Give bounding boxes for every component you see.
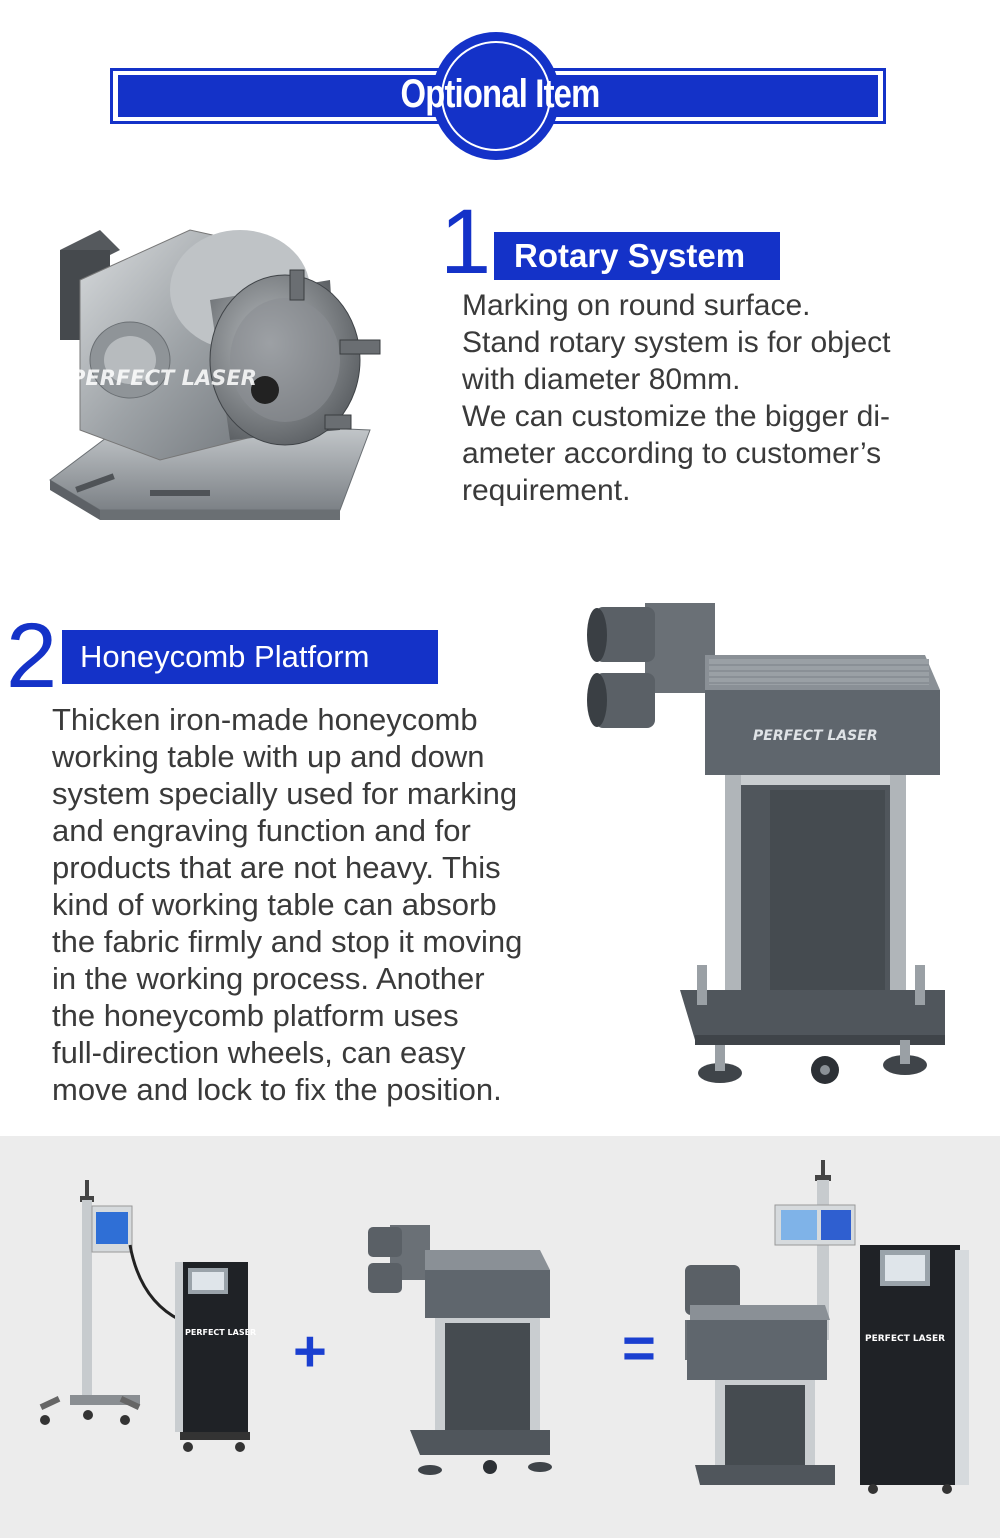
text-line: products that are not heavy. This: [52, 850, 501, 885]
text-line: the honeycomb platform uses: [52, 998, 459, 1033]
section-1-description: [462, 287, 992, 509]
page-title: Optional Item: [400, 72, 600, 116]
text-line: requirement.: [462, 474, 631, 507]
text-line: move and lock to fix the position.: [52, 1072, 502, 1107]
text-line: ameter according to customer’s: [462, 437, 882, 470]
brand-watermark: PERFECT LASER: [70, 366, 257, 390]
brand-watermark: PERFECT LASER: [185, 1328, 257, 1337]
text-line: Stand rotary system is for object: [462, 326, 891, 359]
text-line: the fabric firmly and stop it moving: [52, 924, 523, 959]
plus-sign: +: [293, 1319, 327, 1384]
text-line: Thicken iron-made honeycomb: [52, 702, 478, 737]
section-1-title: Rotary System: [494, 232, 780, 280]
section-2-description: [52, 701, 572, 1108]
section-1-number: 1: [440, 191, 492, 293]
text-line: We can customize the bigger di-: [462, 400, 890, 433]
laser-marker-image: [30, 1170, 280, 1470]
honeycomb-platform-small-image: [360, 1215, 560, 1480]
text-line: in the working process. Another: [52, 961, 485, 996]
brand-watermark: PERFECT LASER: [753, 728, 878, 744]
text-line: and engraving function and for: [52, 813, 471, 848]
section-2-title: Honeycomb Platform: [62, 630, 438, 684]
text-line: with diameter 80mm.: [462, 363, 741, 396]
text-line: system specially used for marking: [52, 776, 518, 811]
text-line: kind of working table can absorb: [52, 887, 497, 922]
honeycomb-platform-image: [585, 595, 955, 1105]
combined-machine-image: [675, 1155, 975, 1495]
rotary-system-image: [40, 190, 410, 530]
text-line: full-direction wheels, can easy: [52, 1035, 466, 1070]
equals-sign: =: [622, 1316, 656, 1381]
text-line: Marking on round surface.: [462, 289, 811, 322]
brand-watermark: PERFECT LASER: [865, 1334, 946, 1344]
section-2-number: 2: [6, 605, 58, 707]
text-line: working table with up and down: [52, 739, 485, 774]
